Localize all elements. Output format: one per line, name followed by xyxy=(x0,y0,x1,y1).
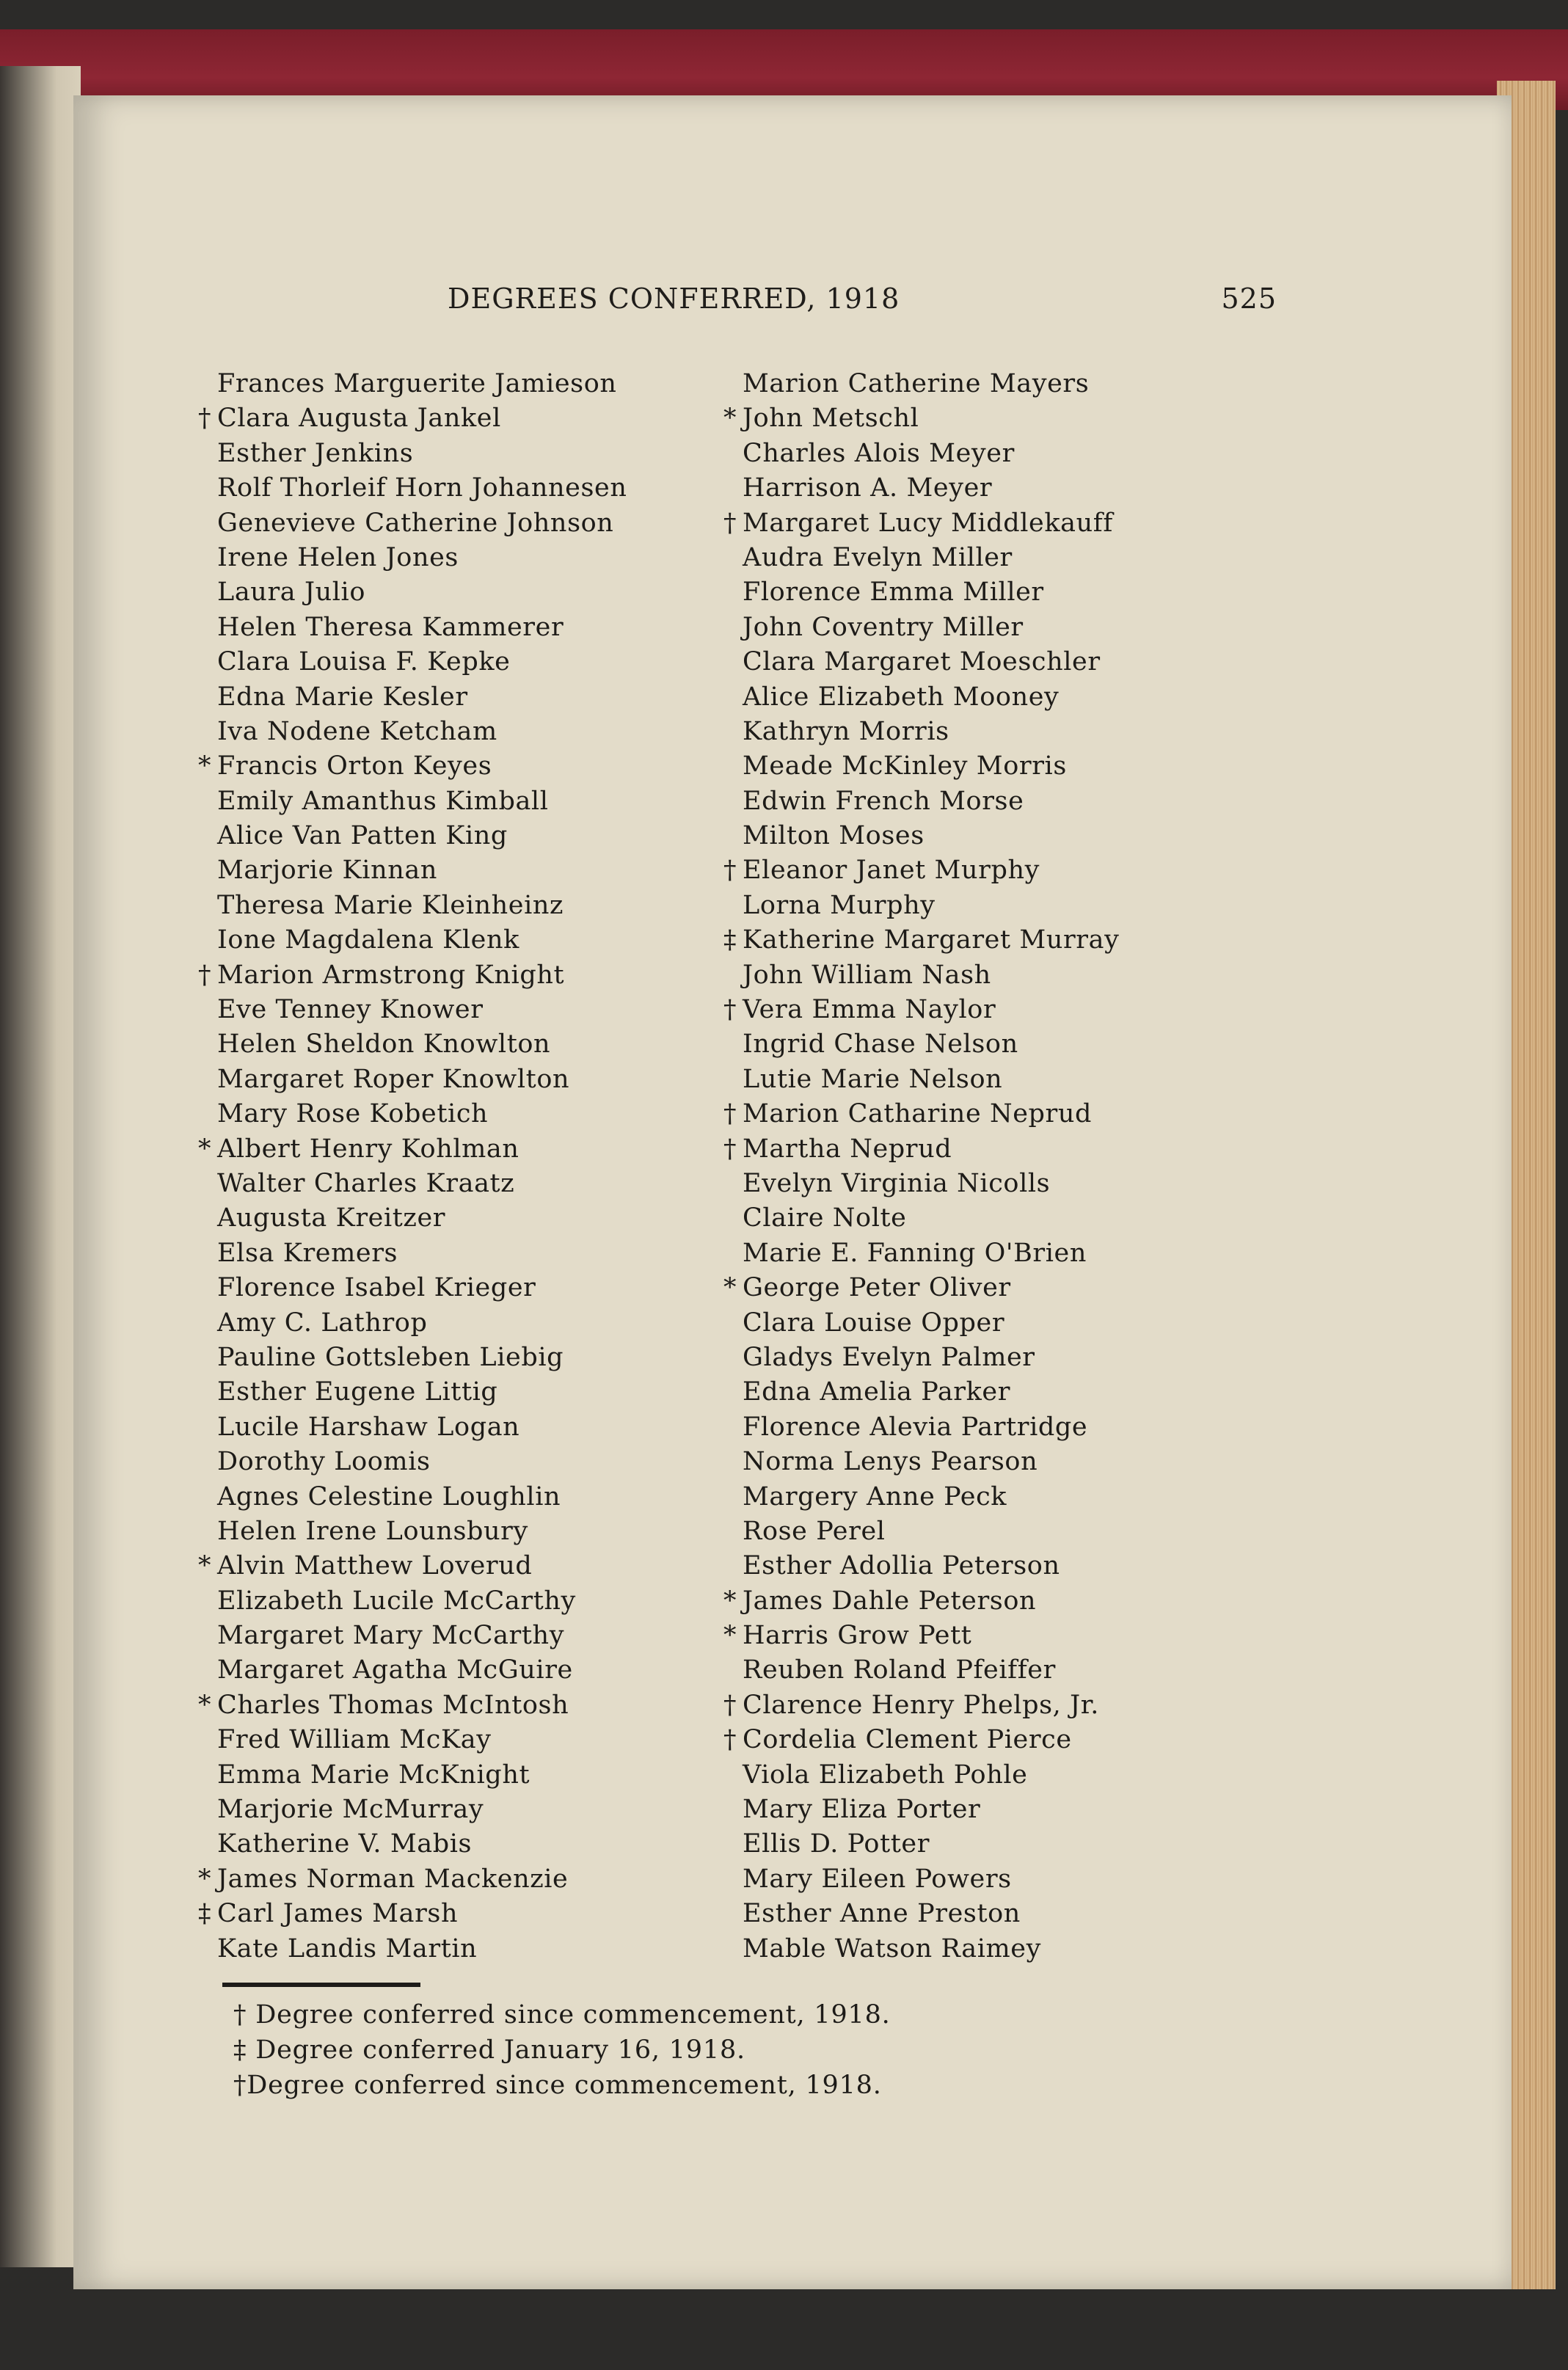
graduate-name: Cordelia Clement Pierce xyxy=(743,1725,1072,1755)
graduate-entry xyxy=(217,1653,745,1688)
graduate-name: Mable Watson Raimey xyxy=(743,1933,1041,1964)
graduate-name: John Coventry Miller xyxy=(743,612,1024,642)
graduate-name: Clara Augusta Jankel xyxy=(217,404,501,434)
graduate-name: Florence Alevia Partridge xyxy=(743,1412,1088,1442)
graduate-name: Emma Marie McKnight xyxy=(217,1760,530,1790)
graduate-entry xyxy=(743,1758,1271,1793)
graduate-name: Viola Elizabeth Pohle xyxy=(743,1760,1028,1790)
graduate-name: Carl James Marsh xyxy=(217,1899,459,1929)
graduate-name: James Dahle Peterson xyxy=(743,1586,1037,1616)
footnote-mark: * xyxy=(198,1134,212,1164)
graduate-entry xyxy=(743,1375,1271,1410)
names-column-left xyxy=(198,367,745,1966)
graduate-entry xyxy=(723,923,1271,958)
graduate-name: Vera Emma Naylor xyxy=(743,995,996,1025)
graduate-entry xyxy=(217,1027,745,1062)
graduate-name: Gladys Evelyn Palmer xyxy=(743,1342,1035,1372)
graduate-entry xyxy=(723,1584,1271,1619)
footnote-mark: * xyxy=(723,1586,737,1616)
graduate-name: Theresa Marie Kleinheinz xyxy=(217,890,564,920)
graduate-name: Martha Neprud xyxy=(743,1134,952,1164)
graduate-entry xyxy=(723,993,1271,1027)
graduate-name: Mary Rose Kobetich xyxy=(217,1099,489,1129)
graduate-name: Marion Catharine Neprud xyxy=(743,1099,1093,1129)
graduate-entry xyxy=(743,1167,1271,1201)
graduate-entry xyxy=(723,506,1271,541)
graduate-name: Reuben Roland Pfeiffer xyxy=(743,1655,1056,1685)
footnote-mark: † xyxy=(723,1725,737,1755)
graduate-name: Margaret Lucy Middlekauff xyxy=(743,508,1113,538)
graduate-entry xyxy=(743,1236,1271,1271)
graduate-entry xyxy=(743,1549,1271,1583)
graduate-entry xyxy=(217,437,745,471)
graduate-entry xyxy=(743,1027,1271,1062)
graduate-entry xyxy=(217,506,745,541)
graduate-entry xyxy=(217,1271,745,1305)
graduate-entry xyxy=(217,680,745,715)
graduate-entry xyxy=(743,819,1271,853)
graduate-entry xyxy=(217,1584,745,1619)
graduate-entry xyxy=(217,889,745,923)
graduate-name: Alice Van Patten King xyxy=(217,821,508,851)
graduate-name: Iva Nodene Ketcham xyxy=(217,716,497,746)
graduate-entry xyxy=(743,471,1271,506)
names-column-right xyxy=(723,367,1271,1966)
graduate-entry xyxy=(743,1862,1271,1897)
footnote-mark: * xyxy=(198,1864,212,1894)
graduate-entry xyxy=(723,1723,1271,1757)
graduate-name: Mary Eileen Powers xyxy=(743,1864,1012,1894)
graduate-name: Florence Isabel Krieger xyxy=(217,1273,536,1303)
footnote-mark: † xyxy=(723,1690,737,1720)
graduate-entry xyxy=(217,1306,745,1341)
graduate-entry xyxy=(743,1653,1271,1688)
graduate-entry xyxy=(723,1619,1271,1653)
graduate-name: Claire Nolte xyxy=(743,1203,907,1233)
graduate-name: Lorna Murphy xyxy=(743,890,936,920)
graduate-entry xyxy=(217,1514,745,1549)
footnote-mark: * xyxy=(198,1551,212,1581)
graduate-entry xyxy=(743,541,1271,575)
footnote-mark: † xyxy=(723,508,737,538)
graduate-name: Walter Charles Kraatz xyxy=(217,1168,515,1198)
graduate-entry xyxy=(198,1862,745,1897)
graduate-name: Helen Theresa Kammerer xyxy=(217,612,564,642)
graduate-name: Margaret Roper Knowlton xyxy=(217,1064,570,1094)
graduate-name: Florence Emma Miller xyxy=(743,577,1044,608)
footnote-mark: † xyxy=(198,404,212,434)
graduate-name: Esther Eugene Littig xyxy=(217,1377,498,1407)
graduate-name: Edwin French Morse xyxy=(743,786,1024,816)
graduate-entry xyxy=(198,958,745,993)
footnotes xyxy=(233,1997,891,2103)
graduate-entry xyxy=(217,993,745,1027)
graduate-name: Esther Jenkins xyxy=(217,438,414,468)
graduate-entry xyxy=(743,1062,1271,1097)
graduate-name: Fred William McKay xyxy=(217,1725,492,1755)
graduate-name: Elizabeth Lucile McCarthy xyxy=(217,1586,576,1616)
graduate-entry xyxy=(217,1201,745,1236)
graduate-name: Esther Adollia Peterson xyxy=(743,1551,1060,1581)
footnote-mark: * xyxy=(198,1690,212,1720)
graduate-name: Elsa Kremers xyxy=(217,1238,398,1268)
graduate-entry xyxy=(743,575,1271,610)
graduate-entry xyxy=(743,1793,1271,1827)
graduate-entry xyxy=(217,923,745,958)
graduate-entry xyxy=(723,401,1271,436)
graduate-name: Norma Lenys Pearson xyxy=(743,1447,1038,1477)
footnote-mark: † xyxy=(198,960,212,990)
graduate-name: Edna Marie Kesler xyxy=(217,682,468,712)
graduate-entry xyxy=(743,1410,1271,1445)
graduate-entry xyxy=(217,645,745,679)
graduate-name: Clara Margaret Moeschler xyxy=(743,647,1101,677)
graduate-entry xyxy=(743,1827,1271,1862)
graduate-entry xyxy=(217,1480,745,1514)
graduate-entry xyxy=(217,784,745,819)
footnote-mark: † xyxy=(723,1134,737,1164)
graduate-entry xyxy=(743,1341,1271,1375)
graduate-entry xyxy=(217,1341,745,1375)
graduate-entry xyxy=(198,749,745,784)
graduate-entry xyxy=(743,437,1271,471)
graduate-name: Ellis D. Potter xyxy=(743,1829,930,1859)
graduate-name: Marjorie McMurray xyxy=(217,1795,484,1825)
graduate-entry xyxy=(743,1897,1271,1931)
graduate-name: Dorothy Loomis xyxy=(217,1447,431,1477)
graduate-name: Margery Anne Peck xyxy=(743,1481,1007,1512)
graduate-name: Lucile Harshaw Logan xyxy=(217,1412,520,1442)
graduate-entry xyxy=(217,1410,745,1445)
graduate-name: Rose Perel xyxy=(743,1516,886,1546)
graduate-entry xyxy=(217,1236,745,1271)
book-cover-left xyxy=(0,66,81,2267)
graduate-entry xyxy=(217,819,745,853)
graduate-name: Edna Amelia Parker xyxy=(743,1377,1011,1407)
graduate-name: Marie E. Fanning O'Brien xyxy=(743,1238,1087,1268)
footnote-rule xyxy=(222,1983,420,1987)
graduate-entry xyxy=(217,1445,745,1479)
graduate-entry xyxy=(217,1167,745,1201)
graduate-name: Francis Orton Keyes xyxy=(217,751,492,781)
graduate-entry xyxy=(198,1132,745,1167)
graduate-name: Agnes Celestine Loughlin xyxy=(217,1481,561,1512)
graduate-name: Augusta Kreitzer xyxy=(217,1203,446,1233)
graduate-name: Helen Sheldon Knowlton xyxy=(217,1029,551,1060)
graduate-name: Milton Moses xyxy=(743,821,925,851)
graduate-entry xyxy=(743,1201,1271,1236)
graduate-name: John William Nash xyxy=(743,960,991,990)
graduate-entry xyxy=(743,1514,1271,1549)
graduate-name: Albert Henry Kohlman xyxy=(217,1134,519,1164)
graduate-name: Harris Grow Pett xyxy=(743,1621,972,1651)
graduate-name: Katherine Margaret Murray xyxy=(743,925,1120,955)
footnote-mark: * xyxy=(723,1621,737,1651)
graduate-entry xyxy=(217,541,745,575)
graduate-entry xyxy=(743,1306,1271,1341)
graduate-entry xyxy=(723,1097,1271,1131)
graduate-entry xyxy=(217,1932,745,1966)
graduate-name: Clara Louisa F. Kepke xyxy=(217,647,511,677)
graduate-name: Alice Elizabeth Mooney xyxy=(743,682,1060,712)
graduate-name: Marjorie Kinnan xyxy=(217,856,437,886)
graduate-name: Laura Julio xyxy=(217,577,366,608)
graduate-entry xyxy=(217,715,745,749)
graduate-entry xyxy=(217,1097,745,1131)
graduate-name: Esther Anne Preston xyxy=(743,1899,1021,1929)
graduate-entry xyxy=(217,1062,745,1097)
graduate-entry xyxy=(743,958,1271,993)
graduate-entry xyxy=(217,471,745,506)
graduate-entry xyxy=(198,401,745,436)
footnote: ‡ Degree conferred January 16, 1918. xyxy=(233,2035,745,2065)
graduate-name: Amy C. Lathrop xyxy=(217,1308,428,1338)
footnote-mark: ‡ xyxy=(723,925,737,955)
graduate-entry xyxy=(743,367,1271,401)
graduate-name: Frances Marguerite Jamieson xyxy=(217,369,617,398)
graduate-entry xyxy=(217,853,745,888)
graduate-entry xyxy=(217,1619,745,1653)
graduate-entry xyxy=(723,853,1271,888)
graduate-entry xyxy=(217,1375,745,1410)
graduate-entry xyxy=(198,1688,745,1723)
graduate-name: Audra Evelyn Miller xyxy=(743,542,1013,572)
graduate-entry xyxy=(743,610,1271,645)
footnote-mark: † xyxy=(723,995,737,1025)
graduate-entry xyxy=(743,1480,1271,1514)
graduate-name: Eleanor Janet Murphy xyxy=(743,856,1040,886)
graduate-entry xyxy=(217,1723,745,1757)
graduate-entry xyxy=(217,1793,745,1827)
graduate-entry xyxy=(743,889,1271,923)
footnote-mark: * xyxy=(723,404,737,434)
graduate-name: Charles Thomas McIntosh xyxy=(217,1690,569,1720)
graduate-entry xyxy=(743,1445,1271,1479)
graduate-entry xyxy=(217,575,745,610)
graduate-name: Meade McKinley Morris xyxy=(743,751,1067,781)
graduate-name: Clarence Henry Phelps, Jr. xyxy=(743,1690,1099,1720)
graduate-name: Lutie Marie Nelson xyxy=(743,1064,1003,1094)
footnote: †Degree conferred since commencement, 1918. xyxy=(233,2071,882,2100)
page-header xyxy=(448,282,1277,327)
page-number: 525 xyxy=(1221,282,1277,315)
footnote-mark: ‡ xyxy=(198,1899,212,1929)
graduate-name: Margaret Agatha McGuire xyxy=(217,1655,573,1685)
graduate-name: John Metschl xyxy=(743,404,919,434)
footnote-mark: † xyxy=(723,856,737,886)
graduate-name: Marion Armstrong Knight xyxy=(217,960,565,990)
graduate-name: Genevieve Catherine Johnson xyxy=(217,508,614,538)
graduate-entry xyxy=(743,784,1271,819)
graduate-name: Clara Louise Opper xyxy=(743,1308,1005,1338)
graduate-name: Marion Catherine Mayers xyxy=(743,369,1090,398)
graduate-entry xyxy=(217,1827,745,1862)
graduate-name: Evelyn Virginia Nicolls xyxy=(743,1168,1051,1198)
graduate-entry xyxy=(743,645,1271,679)
graduate-name: Ingrid Chase Nelson xyxy=(743,1029,1018,1060)
footnote: † Degree conferred since commencement, 1918. xyxy=(233,2000,891,2030)
graduate-entry xyxy=(743,749,1271,784)
graduate-entry xyxy=(743,1932,1271,1966)
graduate-name: Kathryn Morris xyxy=(743,716,949,746)
footnote-mark: * xyxy=(723,1273,737,1303)
graduate-entry xyxy=(198,1549,745,1583)
graduate-name: Mary Eliza Porter xyxy=(743,1795,981,1825)
footnote-mark: * xyxy=(198,751,212,781)
graduate-name: Rolf Thorleif Horn Johannesen xyxy=(217,473,627,503)
graduate-name: James Norman Mackenzie xyxy=(217,1864,569,1894)
graduate-entry xyxy=(723,1132,1271,1167)
graduate-name: Irene Helen Jones xyxy=(217,542,459,572)
graduate-name: Emily Amanthus Kimball xyxy=(217,786,549,816)
graduate-entry xyxy=(198,1897,745,1931)
graduate-entry xyxy=(217,367,745,401)
graduate-name: Pauline Gottsleben Liebig xyxy=(217,1342,564,1372)
graduate-name: Helen Irene Lounsbury xyxy=(217,1516,528,1546)
graduate-name: Katherine V. Mabis xyxy=(217,1829,473,1859)
graduate-name: George Peter Oliver xyxy=(743,1273,1011,1303)
graduate-entry xyxy=(743,680,1271,715)
graduate-name: Alvin Matthew Loverud xyxy=(217,1551,533,1581)
graduate-name: Ione Magdalena Klenk xyxy=(217,925,519,955)
graduate-entry xyxy=(217,610,745,645)
graduate-entry xyxy=(743,715,1271,749)
graduate-name: Margaret Mary McCarthy xyxy=(217,1621,565,1651)
footnote-mark: † xyxy=(723,1099,737,1129)
graduate-entry xyxy=(723,1271,1271,1305)
graduate-name: Harrison A. Meyer xyxy=(743,473,993,503)
graduate-name: Kate Landis Martin xyxy=(217,1933,478,1964)
graduate-name: Charles Alois Meyer xyxy=(743,438,1015,468)
page-title: DEGREES CONFERRED, 1918 xyxy=(448,282,900,315)
graduate-entry xyxy=(723,1688,1271,1723)
graduate-entry xyxy=(217,1758,745,1793)
graduate-name: Eve Tenney Knower xyxy=(217,995,484,1025)
